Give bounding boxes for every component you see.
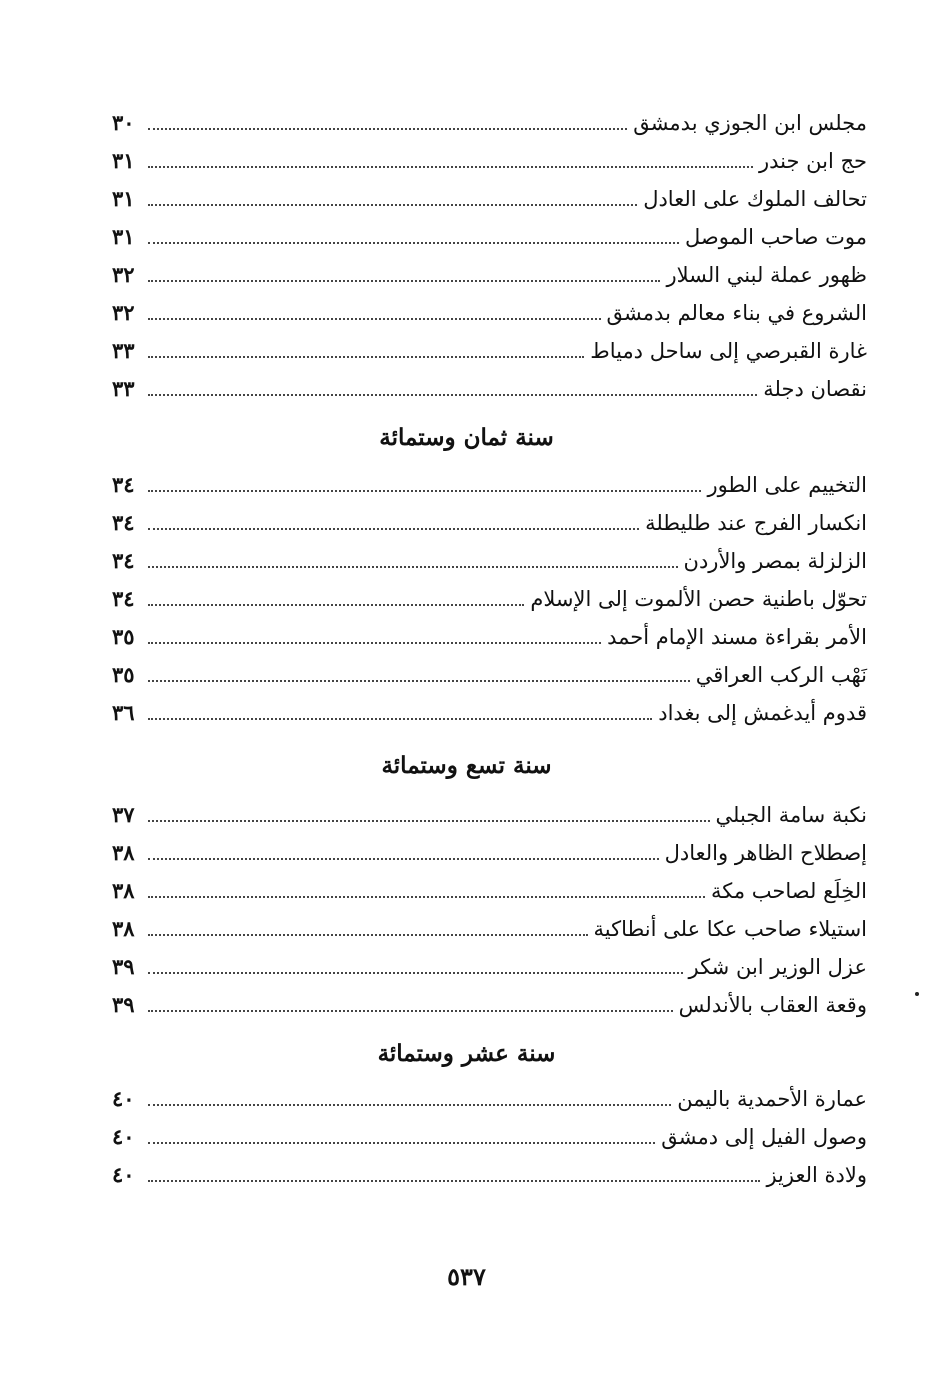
toc-entry-title: التخييم على الطور — [707, 473, 867, 497]
toc-entry-page: ٣٦ — [112, 700, 135, 725]
toc-entry-title: قدوم أيدغمش إلى بغداد — [658, 701, 867, 725]
toc-entry-title: غارة القبرصي إلى ساحل دمياط — [590, 339, 867, 363]
toc-entry-page: ٣١ — [112, 186, 135, 211]
dot-leader — [148, 566, 678, 568]
toc-entry — [112, 542, 867, 580]
dot-leader — [148, 528, 639, 530]
dot-leader — [148, 642, 601, 644]
toc-entry — [112, 872, 867, 910]
dot-leader — [148, 1010, 673, 1012]
toc-entry-page: ٣٤ — [112, 472, 135, 497]
toc-entry — [112, 218, 867, 256]
dot-leader — [148, 972, 683, 974]
toc-entry-title: وصول الفيل إلى دمشق — [661, 1125, 867, 1149]
toc-entry-page: ٣١ — [112, 148, 135, 173]
toc-entry-page: ٣٧ — [112, 802, 135, 827]
dot-leader — [148, 858, 659, 860]
toc-entry — [112, 294, 867, 332]
toc-entry-title: إصطلاح الظاهر والعادل — [664, 841, 867, 865]
toc-entry — [112, 1118, 867, 1156]
toc-entry — [112, 370, 867, 408]
dot-leader — [148, 204, 637, 206]
toc-entry — [112, 180, 867, 218]
page-number: ٥٣٧ — [447, 1262, 486, 1291]
toc-entry-title: تحالف الملوك على العادل — [643, 187, 867, 211]
toc-entry-page: ٣٠ — [112, 110, 135, 135]
dot-leader — [148, 1142, 655, 1144]
toc-entry-title: مجلس ابن الجوزي بدمشق — [633, 111, 867, 135]
dot-leader — [148, 356, 584, 358]
toc-entry-title: الزلزلة بمصر والأردن — [683, 549, 867, 573]
toc-entry-page: ٣٢ — [112, 300, 135, 325]
toc-entry — [112, 580, 867, 618]
section-heading: سنة عشر وستمائة — [377, 1040, 556, 1067]
dot-leader — [148, 1104, 671, 1106]
dot-leader — [148, 128, 627, 130]
dot-leader — [148, 896, 705, 898]
toc-entry — [112, 142, 867, 180]
toc-entry-title: نَهْب الركب العراقي — [695, 663, 867, 687]
toc-entry-title: حج ابن جندر — [758, 149, 867, 173]
toc-entry-title: وقعة العقاب بالأندلس — [678, 993, 867, 1017]
toc-entry-page: ٤٠ — [112, 1162, 135, 1187]
toc-group-2 — [112, 466, 867, 732]
dot-leader — [148, 318, 601, 320]
toc-entry-title: الشروع في بناء معالم بدمشق — [606, 301, 867, 325]
toc-entry — [112, 986, 867, 1024]
toc-entry — [112, 104, 867, 142]
dot-leader — [148, 280, 660, 282]
toc-entry-title: الخِلَع لصاحب مكة — [711, 879, 867, 903]
toc-entry — [112, 1156, 867, 1194]
toc-entry-title: موت صاحب الموصل — [684, 225, 867, 249]
toc-entry-page: ٣٨ — [112, 916, 135, 941]
toc-entry — [112, 466, 867, 504]
section-heading: سنة تسع وستمائة — [381, 752, 552, 779]
toc-entry-page: ٤٠ — [112, 1086, 135, 1111]
dot-leader — [148, 604, 524, 606]
dot-leader — [148, 1180, 760, 1182]
dot-leader — [148, 242, 679, 244]
toc-entry-page: ٤٠ — [112, 1124, 135, 1149]
toc-entry — [112, 948, 867, 986]
dot-leader — [148, 718, 652, 720]
toc-entry-page: ٣٥ — [112, 624, 135, 649]
dot-leader — [148, 166, 753, 168]
toc-entry — [112, 618, 867, 656]
toc-entry — [112, 796, 867, 834]
toc-entry-title: نقصان دجلة — [763, 377, 867, 401]
toc-entry-title: نكبة سامة الجبلي — [715, 803, 867, 827]
toc-entry-page: ٣١ — [112, 224, 135, 249]
toc-entry — [112, 332, 867, 370]
toc-group-1 — [112, 104, 867, 408]
toc-entry — [112, 694, 867, 732]
dot-leader — [148, 934, 588, 936]
dot-leader — [148, 490, 701, 492]
toc-entry-page: ٣٣ — [112, 376, 135, 401]
toc-group-3 — [112, 796, 867, 1024]
toc-group-4 — [112, 1080, 867, 1194]
toc-entry-page: ٣٤ — [112, 548, 135, 573]
toc-entry — [112, 1080, 867, 1118]
toc-entry-title: ولادة العزيز — [766, 1163, 867, 1187]
toc-entry-title: تحوّل باطنية حصن الألموت إلى الإسلام — [530, 587, 867, 611]
toc-entry-page: ٣٤ — [112, 586, 135, 611]
dot-leader — [148, 820, 710, 822]
toc-entry-page: ٣٣ — [112, 338, 135, 363]
toc-entry-title: الأمر بقراءة مسند الإمام أحمد — [607, 625, 867, 649]
toc-entry-title: عمارة الأحمدية باليمن — [677, 1087, 867, 1111]
toc-entry — [112, 656, 867, 694]
toc-entry — [112, 256, 867, 294]
toc-entry-page: ٣٩ — [112, 992, 135, 1017]
toc-entry-page: ٣٤ — [112, 510, 135, 535]
section-heading: سنة ثمان وستمائة — [379, 424, 554, 451]
toc-entry-page: ٣٩ — [112, 954, 135, 979]
dot-leader — [148, 394, 757, 396]
toc-entry-title: انكسار الفرج عند طليطلة — [645, 511, 867, 535]
toc-entry-page: ٣٥ — [112, 662, 135, 687]
dot-leader — [148, 680, 690, 682]
toc-entry — [112, 834, 867, 872]
toc-entry-page: ٣٨ — [112, 878, 135, 903]
toc-entry-title: ظهور عملة لبني السلار — [666, 263, 867, 287]
toc-entry-title: عزل الوزير ابن شكر — [688, 955, 867, 979]
toc-entry — [112, 910, 867, 948]
toc-entry-page: ٣٢ — [112, 262, 135, 287]
toc-entry — [112, 504, 867, 542]
margin-mark — [915, 992, 919, 996]
toc-entry-page: ٣٨ — [112, 840, 135, 865]
toc-entry-title: استيلاء صاحب عكا على أنطاكية — [593, 917, 867, 941]
